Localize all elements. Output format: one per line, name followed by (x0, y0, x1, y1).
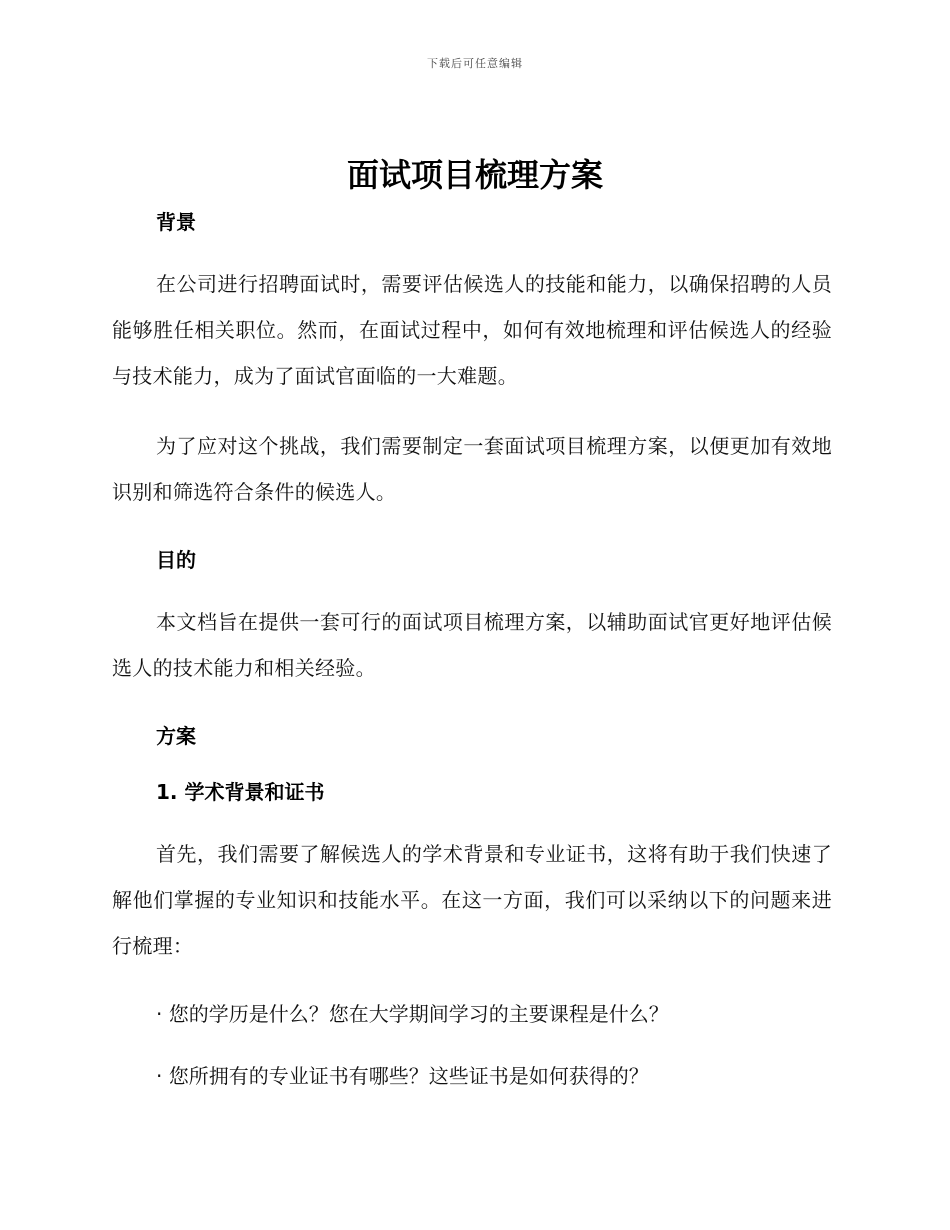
document-body (112, 205, 832, 1093)
header-note: 下载后可任意编辑 (427, 57, 523, 70)
academic-paragraph: 首先，我们需要了解候选人的学术背景和专业证书，这将有助于我们快速了解他们掌握的专业知识和技能水平。在这一方面，我们可以采纳以下的问题来进行梳理： (112, 842, 832, 958)
document-title: 面试项目梳理方案 (346, 156, 603, 194)
purpose-paragraph-1: 本文档旨在提供一套可行的面试项目梳理方案，以辅助面试官更好地评估候选人的技术能力和相关经验。 (112, 610, 832, 680)
question-item-1: · 您的学历是什么？您在大学期间学习的主要课程是什么？ (156, 1002, 669, 1026)
subsection-heading-academic: 1. 学术背景和证书 (156, 780, 325, 804)
section-heading-plan: 方案 (156, 724, 196, 748)
question-item-2: · 您所拥有的专业证书有哪些？这些证书是如何获得的？ (156, 1064, 649, 1088)
background-paragraph-1: 在公司进行招聘面试时，需要评估候选人的技能和能力，以确保招聘的人员能够胜任相关职位。然而，在面试过程中，如何有效地梳理和评估候选人的经验与技术能力，成为了面试官面临的一大难题。 (112, 272, 832, 388)
section-heading-purpose: 目的 (156, 548, 196, 572)
section-heading-background: 背景 (156, 210, 196, 234)
background-paragraph-2: 为了应对这个挑战，我们需要制定一套面试项目梳理方案，以便更加有效地识别和筛选符合条件的候选人。 (112, 434, 832, 504)
